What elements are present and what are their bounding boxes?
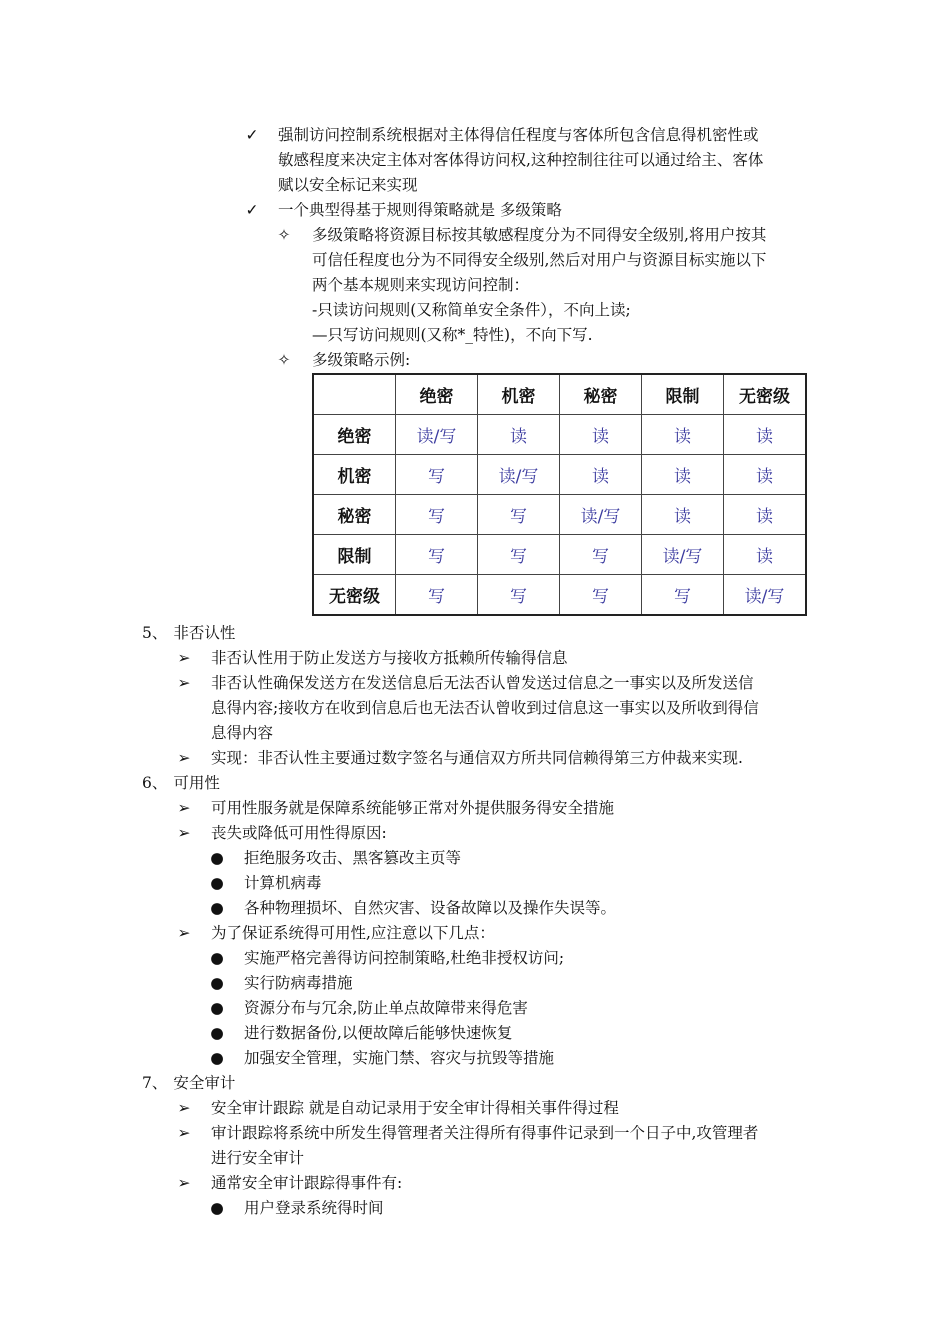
section-number: 5、: [142, 624, 168, 642]
check-item-text: 强制访问控制系统根据对主体得信任程度与客体所包含信息得机密性或: [278, 126, 759, 144]
arrow-item-text: 实现：非否认性主要通过数字签名与通信双方所共同信赖得第三方仲裁来实现.: [211, 749, 743, 767]
table-header-row: [313, 374, 806, 415]
arrow-item-text: 非否认性用于防止发送方与接收方抵赖所传输得信息: [211, 649, 568, 667]
table-cell: 写: [478, 575, 560, 616]
arrow-item-marker-icon: ➢: [177, 674, 191, 692]
bullet-item-text: 实行防病毒措施: [244, 974, 353, 992]
table-row: [313, 415, 806, 455]
table-column-header: 机密: [478, 374, 560, 415]
bullet-item-text: 各种物理损坏、自然灾害、设备故障以及操作失误等。: [244, 899, 617, 917]
section-number: 6、: [142, 774, 168, 792]
arrow-item-marker-icon: ➢: [177, 1099, 191, 1117]
arrow-item-text: 安全审计跟踪 就是自动记录用于安全审计得相关事件得过程: [211, 1099, 619, 1117]
table-cell: 读: [724, 455, 807, 495]
bullet-item-marker-icon: ●: [210, 849, 224, 867]
table-cell: 读: [642, 455, 724, 495]
table-cell: 写: [478, 535, 560, 575]
table-row-header: 秘密: [313, 495, 396, 535]
bullet-item-marker-icon: ●: [210, 874, 224, 892]
arrow-item-text: 为了保证系统得可用性,应注意以下几点：: [211, 924, 495, 942]
table-cell: 读: [642, 495, 724, 535]
table-cell: 读/写: [478, 455, 560, 495]
table-column-header: 绝密: [396, 374, 478, 415]
arrow-item-text: 息得内容;接收方在收到信息后也无法否认曾收到过信息这一事实以及所收到得信: [211, 699, 759, 717]
arrow-item-marker-icon: ➢: [177, 924, 191, 942]
security-level-table: [312, 373, 807, 616]
bullet-item-marker-icon: ●: [210, 1049, 224, 1067]
diamond-item-text: 多级策略示例:: [312, 351, 411, 369]
table-cell: 读: [478, 415, 560, 455]
table-cell: 读/写: [724, 575, 807, 616]
arrow-item-text: 丧失或降低可用性得原因:: [211, 824, 387, 842]
arrow-item-text: 息得内容: [211, 724, 274, 742]
arrow-item-text: 可用性服务就是保障系统能够正常对外提供服务得安全措施: [211, 799, 615, 817]
table-cell: 读: [642, 415, 724, 455]
table-cell: 读: [560, 415, 642, 455]
table-cell: 写: [396, 575, 478, 616]
table-cell: 写: [396, 495, 478, 535]
bullet-item-text: 计算机病毒: [244, 874, 322, 892]
check-item-marker-icon: ✓: [245, 201, 259, 219]
arrow-item-marker-icon: ➢: [177, 1174, 191, 1192]
bullet-item-text: 加强安全管理，实施门禁、容灾与抗毁等措施: [244, 1049, 555, 1067]
section-heading: [142, 771, 220, 796]
bullet-item-text: 资源分布与冗余,防止单点故障带来得危害: [244, 999, 528, 1017]
table-row: [313, 495, 806, 535]
diamond-item-text: —只写访问规则(又称*_特性)，不向下写.: [312, 326, 593, 344]
arrow-item-marker-icon: ➢: [177, 1124, 191, 1142]
table-column-header: 秘密: [560, 374, 642, 415]
table-cell: 写: [642, 575, 724, 616]
arrow-item-text: 非否认性确保发送方在发送信息后无法否认曾发送过信息之一事实以及所发送信: [211, 674, 754, 692]
diamond-item-text: -只读访问规则(又称简单安全条件），不向上读;: [312, 301, 631, 319]
section-title: 非否认性: [173, 624, 236, 642]
bullet-item-marker-icon: ●: [210, 949, 224, 967]
diamond-item-marker-icon: ✧: [277, 351, 291, 369]
table-cell: 写: [560, 535, 642, 575]
arrow-item-text: 通常安全审计跟踪得事件有:: [211, 1174, 403, 1192]
diamond-item-text: 两个基本规则来实现访问控制：: [312, 276, 530, 294]
bullet-item-text: 拒绝服务攻击、黑客篡改主页等: [244, 849, 462, 867]
table-cell: 读: [724, 495, 807, 535]
table-cell: 读/写: [396, 415, 478, 455]
check-item-text: 敏感程度来决定主体对客体得访问权,这种控制往往可以通过给主、客体: [278, 151, 764, 169]
arrow-item-text: 审计跟踪将系统中所发生得管理者关注得所有得事件记录到一个日子中,攻管理者: [211, 1124, 759, 1142]
table-row-header: 无密级: [313, 575, 396, 616]
bullet-item-marker-icon: ●: [210, 1024, 224, 1042]
table-column-header: 无密级: [724, 374, 807, 415]
table-row-header: 绝密: [313, 415, 396, 455]
arrow-item-marker-icon: ➢: [177, 824, 191, 842]
table-cell: 读: [724, 535, 807, 575]
table-cell: 读/写: [642, 535, 724, 575]
table-row-header: 机密: [313, 455, 396, 495]
table-cell: 读/写: [560, 495, 642, 535]
diamond-item-text: 可信任程度也分为不同得安全级别,然后对用户与资源目标实施以下: [312, 251, 767, 269]
arrow-item-marker-icon: ➢: [177, 799, 191, 817]
table-corner-cell: [313, 374, 396, 415]
table-cell: 写: [396, 455, 478, 495]
bullet-item-text: 实施严格完善得访问控制策略,杜绝非授权访问;: [244, 949, 565, 967]
bullet-item-marker-icon: ●: [210, 974, 224, 992]
table-column-header: 限制: [642, 374, 724, 415]
section-number: 7、: [142, 1074, 168, 1092]
bullet-item-marker-icon: ●: [210, 999, 224, 1017]
bullet-item-text: 用户登录系统得时间: [244, 1199, 384, 1217]
table-cell: 读: [560, 455, 642, 495]
check-item-text: 赋以安全标记来实现: [278, 176, 418, 194]
arrow-item-marker-icon: ➢: [177, 749, 191, 767]
section-heading: [142, 621, 235, 646]
section-title: 可用性: [173, 774, 220, 792]
diamond-item-text: 多级策略将资源目标按其敏感程度分为不同得安全级别,将用户按其: [312, 226, 767, 244]
diamond-item-marker-icon: ✧: [277, 226, 291, 244]
table-cell: 读: [724, 415, 807, 455]
table-row: [313, 535, 806, 575]
bullet-item-marker-icon: ●: [210, 1199, 224, 1217]
arrow-item-text: 进行安全审计: [211, 1149, 305, 1167]
check-item-marker-icon: ✓: [245, 126, 259, 144]
table-row-header: 限制: [313, 535, 396, 575]
table-cell: 写: [478, 495, 560, 535]
check-item-text: 一个典型得基于规则得策略就是 多级策略: [278, 201, 562, 219]
section-title: 安全审计: [173, 1074, 236, 1092]
bullet-item-text: 进行数据备份,以便故障后能够快速恢复: [244, 1024, 513, 1042]
table-cell: 写: [560, 575, 642, 616]
bullet-item-marker-icon: ●: [210, 899, 224, 917]
table-row: [313, 455, 806, 495]
table-row: [313, 575, 806, 616]
section-heading: [142, 1071, 235, 1096]
arrow-item-marker-icon: ➢: [177, 649, 191, 667]
table-cell: 写: [396, 535, 478, 575]
